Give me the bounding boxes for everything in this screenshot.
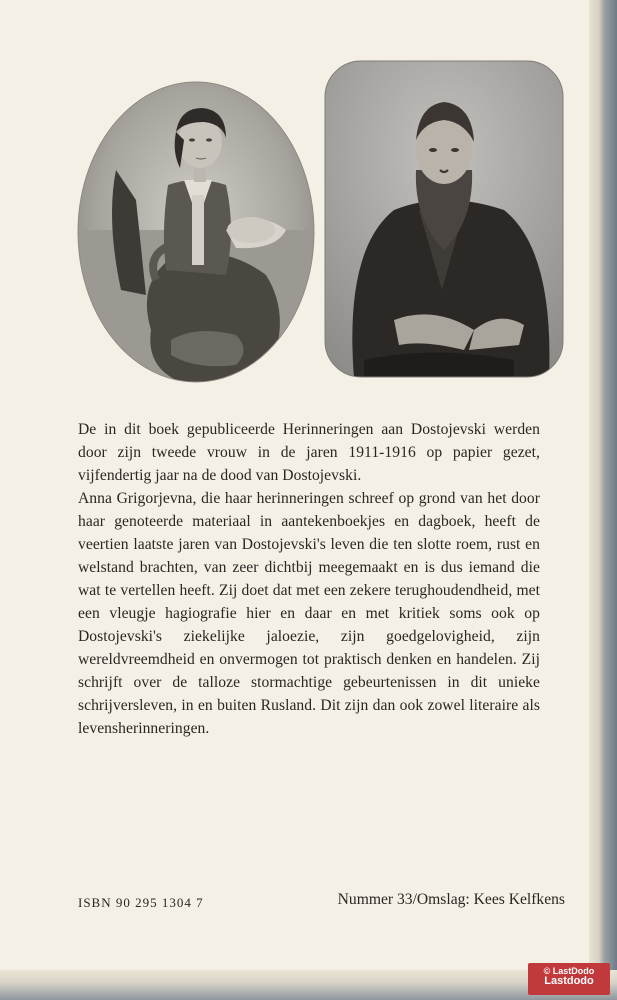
- isbn-number: ISBN 90 295 1304 7: [78, 895, 204, 910]
- portrait-dostojevski: [324, 60, 564, 378]
- edition-credit: Nummer 33/Omslag: Kees Kelfkens: [337, 891, 565, 908]
- book-description: [78, 418, 540, 740]
- portrait-anna-grigorjevna: [76, 80, 316, 385]
- book-edge-right: [589, 0, 617, 1000]
- watermark-copyright: © LastDodo: [543, 966, 595, 976]
- book-edge-bottom: [0, 970, 617, 1000]
- description-paragraph-1: De in dit boek gepubliceerde Herinneringen aan Dostojevski werden door zijn tweede vrouw in de jaren 1911-1916 op papier gezet, vijfendertig jaar na de dood van Dostojevski.: [78, 421, 540, 484]
- description-paragraph-2: Anna Grigorjevna, die haar herinneringen schreef op grond van het door haar genoteerde materiaal in aantekenboekjes en dagboek, heeft de veertien laatste jaren van Dostojevski's leven die ten slotte roem, rust en welstand brachten, van zeer dichtbij meegemaakt en is dus iemand die wat te vertellen heeft. Zij doet dat met een zekere terughoudendheid, met een vleugje hagiografie hier en daar en met kritiek soms ook op Dostojevski's ziekelijke jaloezie, zijn goedgelovigheid, zijn wereldvreemdheid en onvermogen tot praktisch denken en handelen. Zij schrijft over de talloze stormachtige gebeurtenissen in dit unieke schrijversleven, in en buiten Rusland. Dit zijn dan ook zowel literaire als levensherinneringen.: [78, 490, 540, 737]
- lastdodo-watermark: [528, 963, 610, 995]
- watermark-brand: Lastdodo: [544, 975, 594, 987]
